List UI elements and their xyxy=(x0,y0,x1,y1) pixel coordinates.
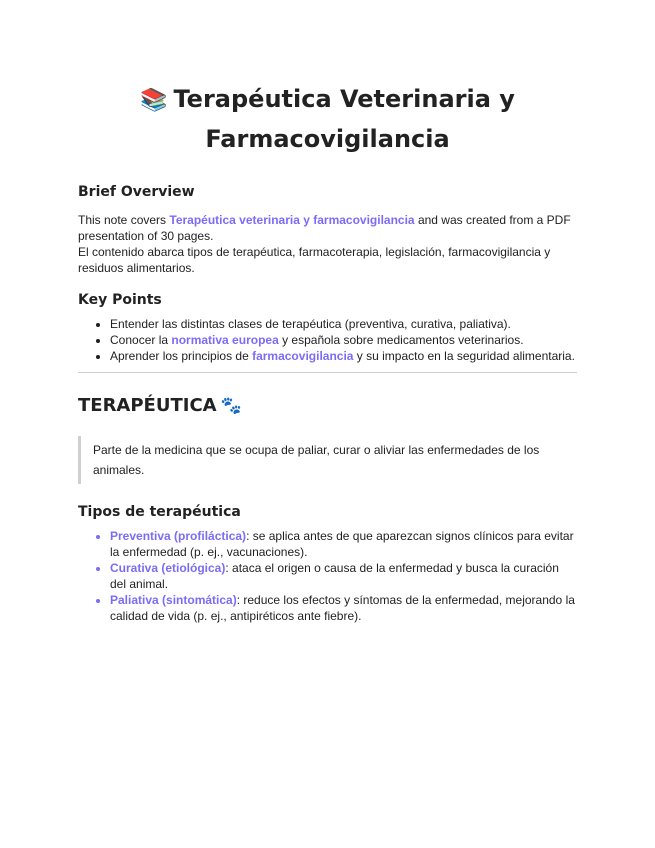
overview-paragraph-1 xyxy=(78,212,577,244)
tipo-item xyxy=(110,592,577,624)
tipo-term[interactable]: Curativa (etiológica) xyxy=(110,561,226,575)
key-point-item xyxy=(110,332,577,348)
normativa-europea-link[interactable]: normativa europea xyxy=(171,333,279,347)
key-points-heading: Key Points xyxy=(78,292,162,308)
document-title xyxy=(78,0,577,158)
farmacovigilancia-link[interactable]: farmacovigilancia xyxy=(252,349,354,363)
tipo-term[interactable]: Preventiva (profiláctica) xyxy=(110,529,247,543)
tipo-item xyxy=(110,528,577,560)
key-point-item: • Entender las distintas clases de terapéutica (preventiva, curativa, paliativa). xyxy=(110,316,577,332)
key-points-list xyxy=(78,316,577,364)
key-point-item xyxy=(110,348,577,364)
definition-text: Parte de la medicina que se ocupa de paliar, curar o aliviar las enfermedades de los animales. xyxy=(93,443,540,477)
tipo-term[interactable]: Paliativa (sintomática) xyxy=(110,593,237,607)
overview-text-pre: This note covers xyxy=(78,213,170,227)
key-point-text-pre: Conocer la xyxy=(110,333,172,347)
tipo-item xyxy=(110,560,577,592)
tipos-heading: Tipos de terapéutica xyxy=(78,504,241,520)
key-point-text-post: y española sobre medicamentos veterinarios. xyxy=(278,333,524,347)
books-icon: 📚 xyxy=(140,88,168,113)
title-line-1: Terapéutica Veterinaria y xyxy=(173,85,515,113)
overview-paragraph-2: El contenido abarca tipos de terapéutica, farmacoterapia, legislación, farmacovigilancia y residuos alimentarios. xyxy=(78,245,551,275)
title-line-2: Farmacovigilancia xyxy=(205,125,450,153)
overview-heading: Brief Overview xyxy=(78,184,195,200)
overview-text-post: and was created from a PDF presentation of 30 pages. xyxy=(78,213,571,243)
tipos-list xyxy=(78,528,577,624)
tipo-desc: : ataca el origen o causa de la enfermedad y busca la curación del animal. xyxy=(110,561,559,591)
definition-quote xyxy=(78,436,577,484)
tipo-desc: : se aplica antes de que aparezcan signos clínicos para evitar la enfermedad (p. ej., vacunaciones). xyxy=(110,529,574,559)
overview-topic-link[interactable]: Terapéutica veterinaria y farmacovigilancia xyxy=(169,213,415,227)
terapeutica-heading-text: TERAPÉUTICA xyxy=(78,395,217,416)
key-point-text-pre: Aprender los principios de xyxy=(110,349,253,363)
tipo-desc: : reduce los efectos y síntomas de la enfermedad, mejorando la calidad de vida (p. ej., antipiréticos ante fiebre). xyxy=(110,593,575,623)
section-divider xyxy=(78,372,577,373)
terapeutica-heading xyxy=(78,395,577,416)
paw-prints-icon: 🐾 xyxy=(220,396,242,416)
key-point-text-post: y su impacto en la seguridad alimentaria. xyxy=(353,349,575,363)
